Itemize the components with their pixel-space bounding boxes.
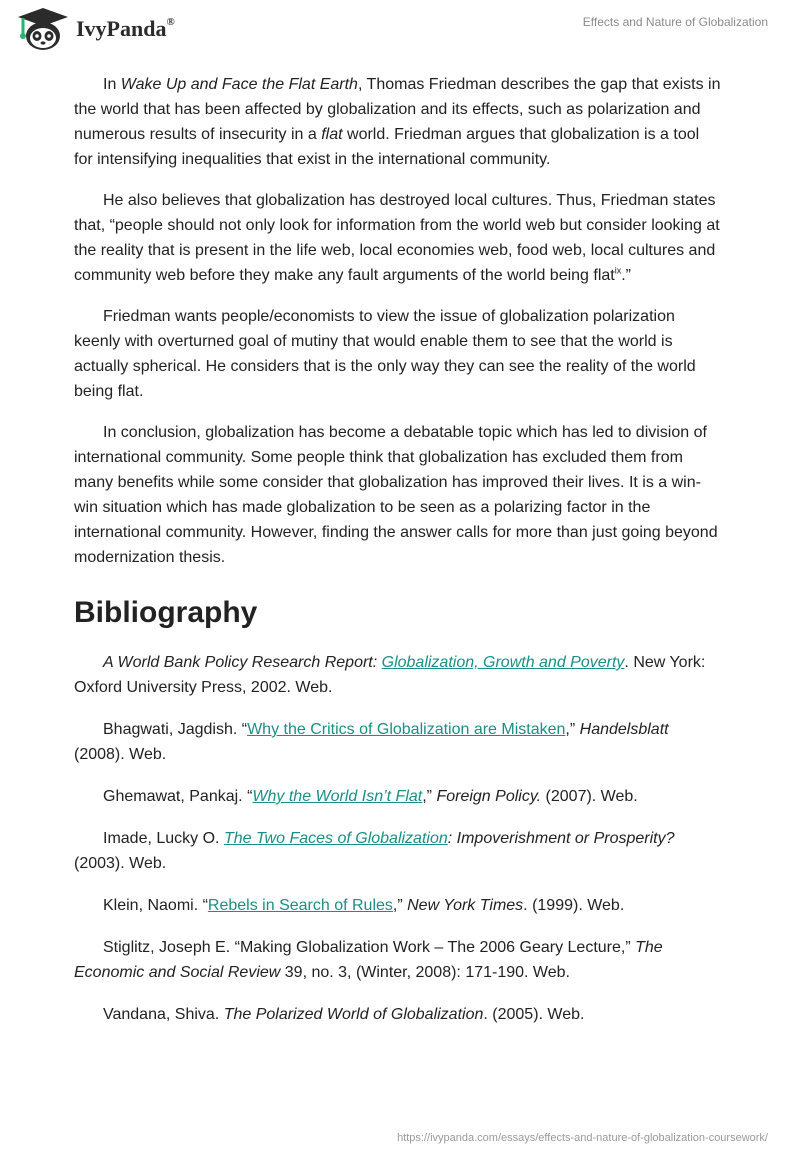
essay-body: [74, 72, 722, 1044]
bibliography-entry: Imade, Lucky O. The Two Faces of Globalization: Impoverishment or Prosperity? (2003). Web.: [74, 830, 675, 872]
reference-link[interactable]: Globalization, Growth and Poverty: [381, 654, 625, 671]
bibliography-heading: Bibliography: [74, 596, 258, 629]
brand-logo[interactable]: [14, 6, 175, 52]
bibliography-entry: Vandana, Shiva. The Polarized World of Globalization. (2005). Web.: [103, 1006, 585, 1023]
bibliography-entry: Stiglitz, Joseph E. “Making Globalization Work – The 2006 Geary Lecture,” The Economic and Social Review 39, no. 3, (Winter, 2008): 171-190. Web.: [74, 939, 663, 981]
panda-graduate-icon: [14, 6, 72, 52]
paragraph: In conclusion, globalization has become a debatable topic which has led to division of international community. Some people think that globalization has excluded them from many benefits while some consider that globalization has improved their lives. It is a win-win situation which has made globalization to be seen as a polarizing factor in the international community. However, finding the answer calls for more than just going beyond modernization thesis.: [74, 424, 718, 566]
paragraph: Friedman wants people/economists to view the issue of globalization polarization keenly with overturned goal of mutiny that would enable them to see that the world is actually spherical. He considers that is the only way they can see the reality of the world being flat.: [74, 308, 696, 400]
source-url[interactable]: https://ivypanda.com/essays/effects-and-nature-of-globalization-coursework/: [397, 1132, 768, 1144]
bibliography-entry: Bhagwati, Jagdish. “Why the Critics of Globalization are Mistaken,” Handelsblatt (2008). Web.: [74, 721, 669, 763]
reference-link[interactable]: Why the Critics of Globalization are Mistaken: [247, 721, 566, 738]
reference-link[interactable]: Rebels in Search of Rules: [207, 897, 393, 914]
reference-link[interactable]: Why the World Isn’t Flat: [252, 788, 423, 805]
brand-name: IvyPanda®: [76, 15, 175, 41]
bibliography-entry: Ghemawat, Pankaj. “Why the World Isn’t Flat,” Foreign Policy. (2007). Web.: [103, 788, 638, 805]
footnote-marker[interactable]: ix: [614, 265, 622, 276]
bibliography-entry: Klein, Naomi. “Rebels in Search of Rules,” New York Times. (1999). Web.: [103, 897, 625, 914]
reference-link[interactable]: The Two Faces of Globalization: [223, 830, 448, 847]
bibliography-list: [74, 650, 722, 1027]
paragraph: In Wake Up and Face the Flat Earth, Thomas Friedman describes the gap that exists in the world that has been affected by globalization and its effects, such as polarization and numerous results of insecurity in a flat world. Friedman argues that globalization is a tool for intensifying inequalities that exist in the international community.: [74, 76, 721, 168]
bibliography-entry: A World Bank Policy Research Report: Globalization, Growth and Poverty. New York: Oxford University Press, 2002. Web.: [74, 654, 706, 696]
paragraph: He also believes that globalization has destroyed local cultures. Thus, Friedman states that, “people should not only look for information from the world web but consider looking at the reality that is present in the life web, local economies web, food web, local cultures and community web before they make any fault arguments of the world being flat$^{ix}$.”: [74, 192, 720, 284]
document-title: Effects and Nature of Globalization: [582, 15, 768, 29]
